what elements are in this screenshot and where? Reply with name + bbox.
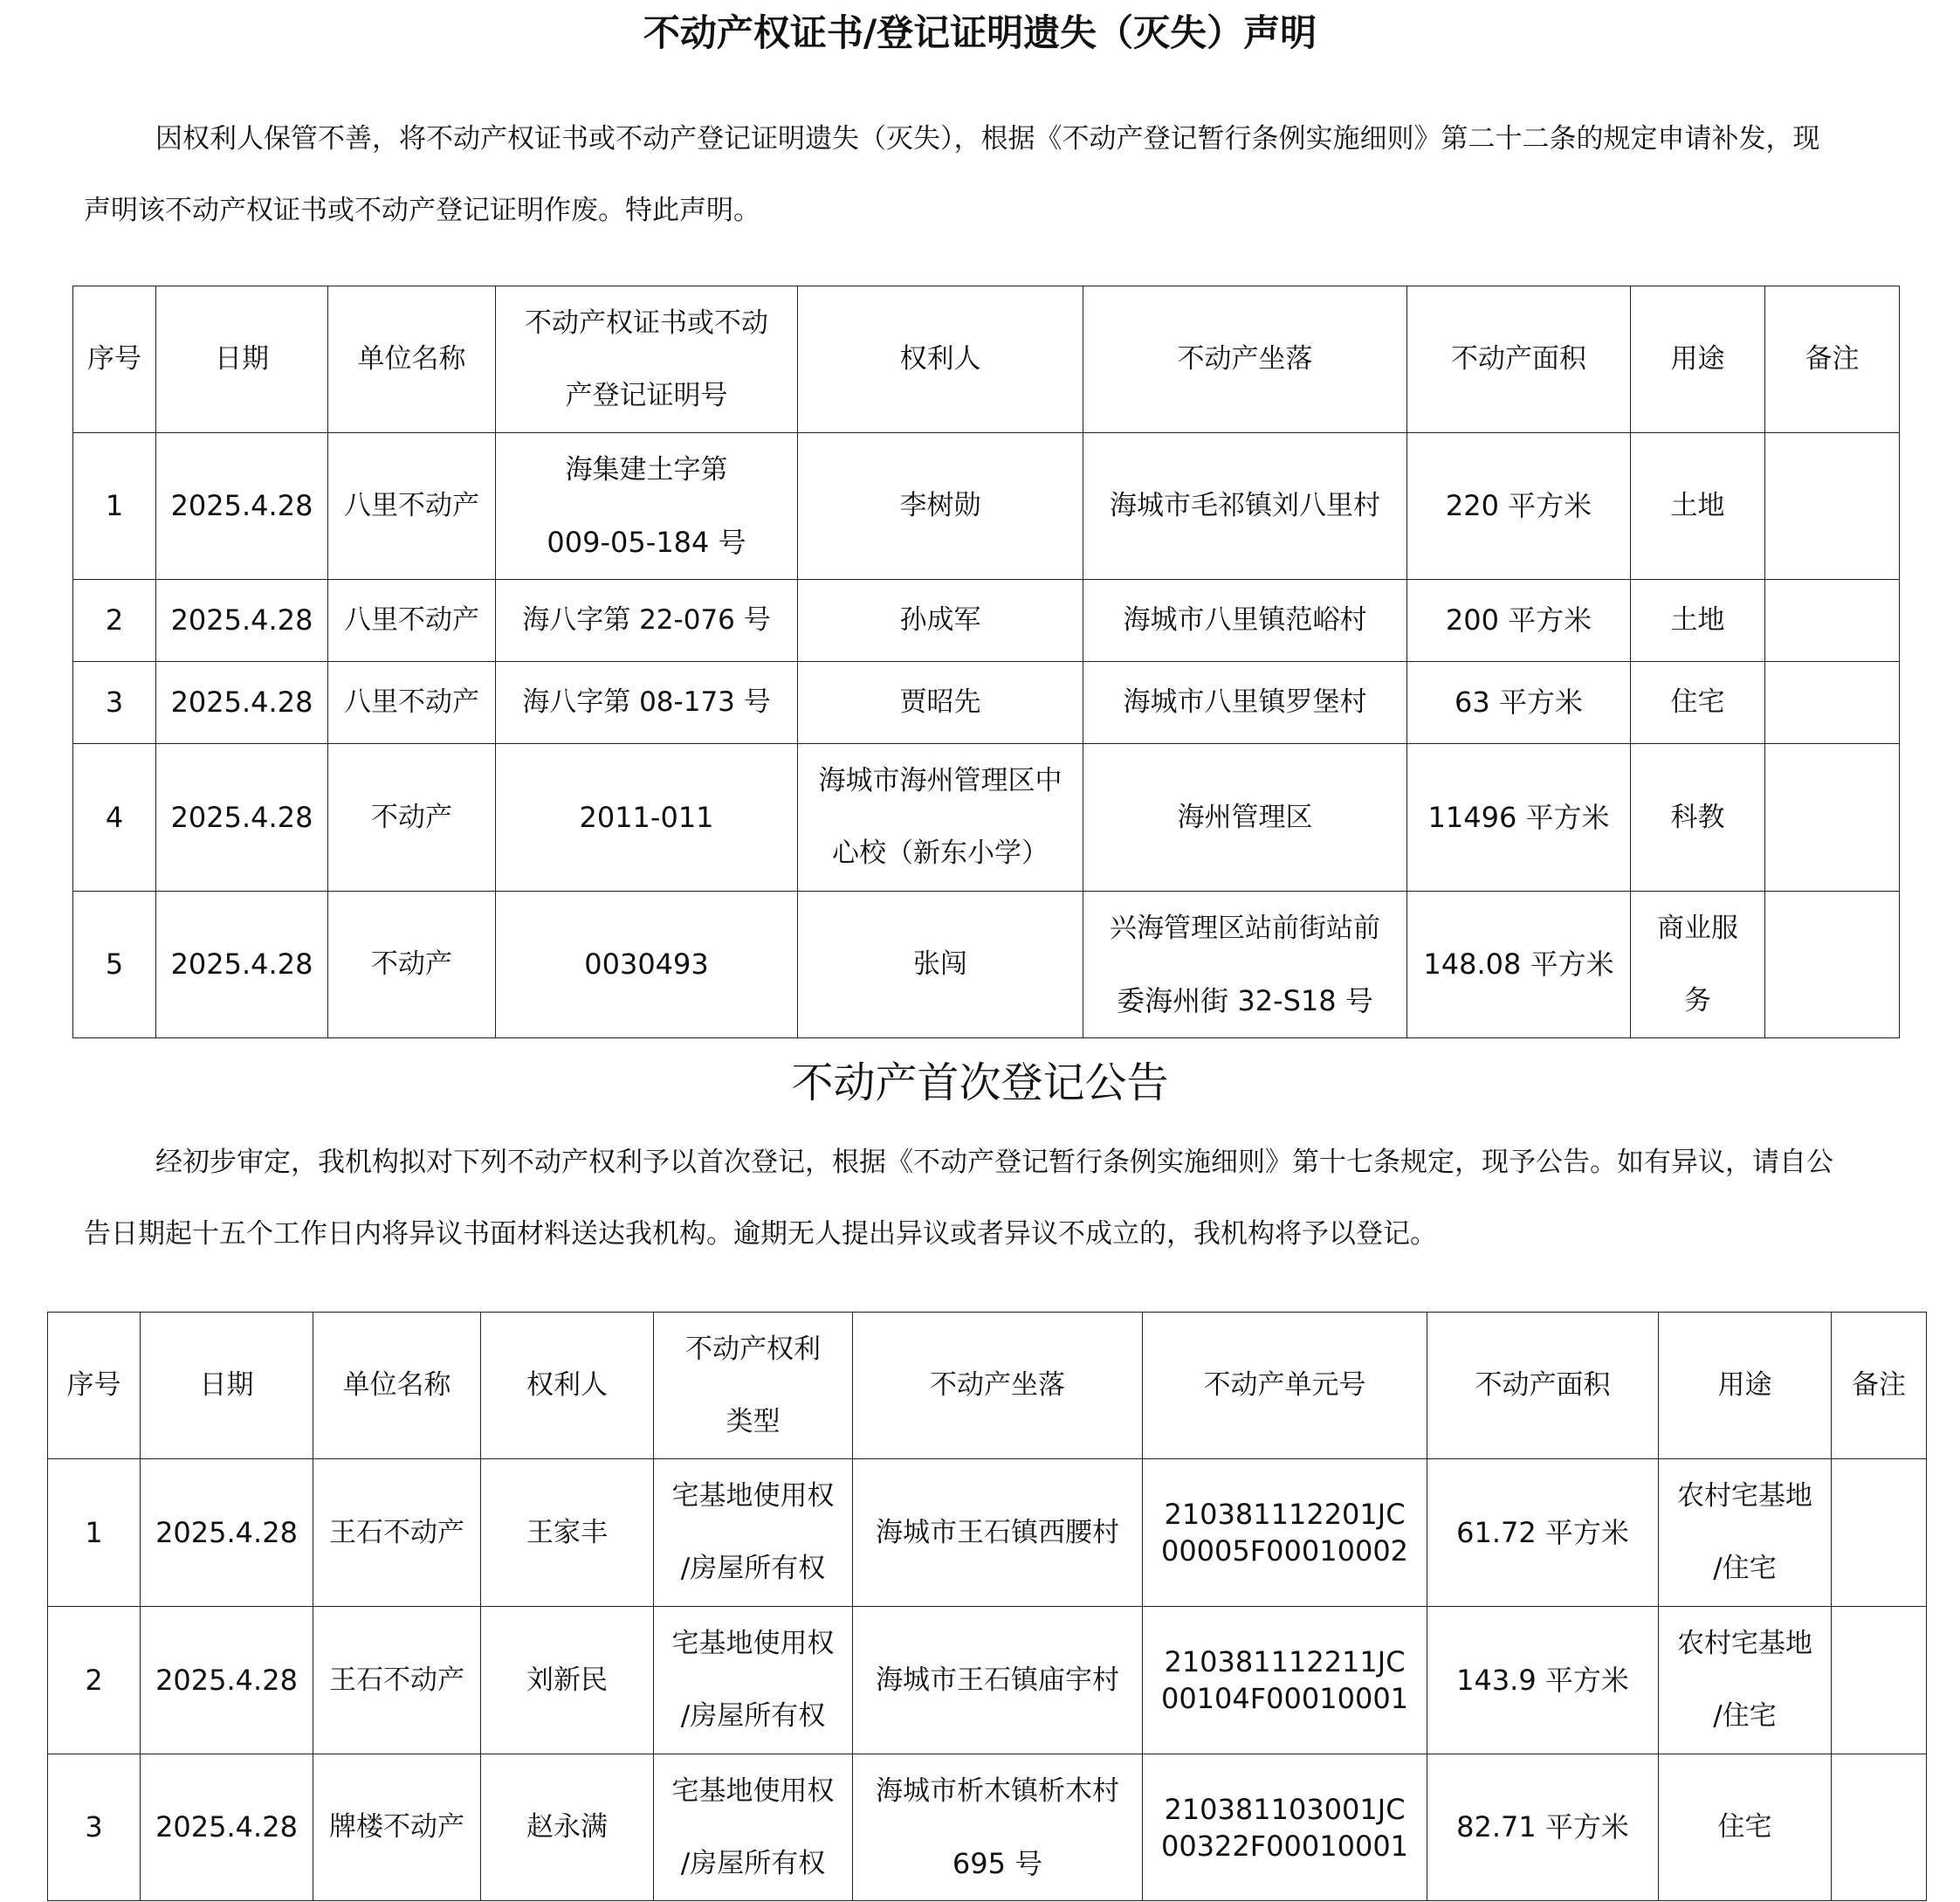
header-date: 日期 bbox=[141, 1313, 313, 1459]
cell-unit-no bbox=[1143, 1459, 1427, 1607]
cell-right-type-line1: 宅基地使用权 bbox=[671, 1480, 835, 1512]
table-row bbox=[48, 1754, 1927, 1901]
cell-note bbox=[1832, 1459, 1927, 1607]
cell-unit: 牌楼不动产 bbox=[313, 1754, 481, 1901]
table-header-row bbox=[73, 286, 1900, 433]
cell-use-line2: 务 bbox=[1684, 984, 1711, 1016]
cell-date: 2025.4.28 bbox=[156, 433, 328, 580]
header-seq: 序号 bbox=[73, 286, 156, 433]
first-registration-paragraph bbox=[84, 1127, 1900, 1270]
first-registration-line2: 告日期起十五个工作日内将异议书面材料送达我机构。逾期无人提出异议或者异议不成立的，我机构将予以登记。 bbox=[84, 1218, 1437, 1250]
table-row bbox=[73, 433, 1900, 580]
header-unit: 单位名称 bbox=[313, 1313, 481, 1459]
cell-use-line2: /住宅 bbox=[1713, 1553, 1777, 1584]
cell-cert-line2: 009-05-184 号 bbox=[547, 525, 746, 559]
cell-holder: 赵永满 bbox=[481, 1754, 654, 1901]
cell-right-type-line1: 宅基地使用权 bbox=[671, 1775, 835, 1807]
cell-use: 住宅 bbox=[1659, 1754, 1832, 1901]
header-date: 日期 bbox=[156, 286, 328, 433]
header-holder: 权利人 bbox=[798, 286, 1083, 433]
cell-use: 土地 bbox=[1631, 433, 1765, 580]
header-location: 不动产坐落 bbox=[1083, 286, 1407, 433]
header-unit-no: 不动产单元号 bbox=[1143, 1313, 1427, 1459]
cell-right-type-line1: 宅基地使用权 bbox=[671, 1628, 835, 1659]
header-use: 用途 bbox=[1631, 286, 1765, 433]
header-seq: 序号 bbox=[48, 1313, 141, 1459]
header-use: 用途 bbox=[1659, 1313, 1832, 1459]
cell-area: 148.08 平方米 bbox=[1407, 892, 1631, 1038]
cell-location-line2: 委海州街 32-S18 号 bbox=[1117, 983, 1373, 1017]
cell-holder: 刘新民 bbox=[481, 1607, 654, 1754]
cell-holder: 李树勋 bbox=[798, 433, 1083, 580]
cell-cert-line1: 海集建土字第 bbox=[565, 453, 728, 486]
cell-cert: 海八字第 22-076 号 bbox=[496, 580, 798, 662]
cell-seq: 4 bbox=[73, 744, 156, 892]
cell-unit-no-line2: 00322F00010001 bbox=[1160, 1829, 1409, 1863]
cell-date: 2025.4.28 bbox=[141, 1459, 313, 1607]
cell-unit-no-line2: 00104F00010001 bbox=[1160, 1682, 1409, 1715]
table-row bbox=[73, 744, 1900, 892]
cell-date: 2025.4.28 bbox=[156, 662, 328, 744]
cell-cert: 2011-011 bbox=[496, 744, 798, 892]
cell-location-line2: 695 号 bbox=[952, 1846, 1043, 1880]
cell-location bbox=[1083, 892, 1407, 1038]
cell-date: 2025.4.28 bbox=[141, 1754, 313, 1901]
cell-cert bbox=[496, 433, 798, 580]
cell-right-type-line2: /房屋所有权 bbox=[680, 1847, 826, 1879]
cell-unit-no-line2: 00005F00010002 bbox=[1160, 1534, 1409, 1568]
cell-note bbox=[1765, 744, 1900, 892]
header-area: 不动产面积 bbox=[1407, 286, 1631, 433]
cell-date: 2025.4.28 bbox=[156, 744, 328, 892]
cell-note bbox=[1765, 892, 1900, 1038]
cell-area: 82.71 平方米 bbox=[1427, 1754, 1659, 1901]
cell-date: 2025.4.28 bbox=[156, 892, 328, 1038]
cell-unit-no-line1: 210381112201JC bbox=[1164, 1498, 1406, 1531]
header-location: 不动产坐落 bbox=[853, 1313, 1143, 1459]
header-note: 备注 bbox=[1765, 286, 1900, 433]
loss-notice-paragraph bbox=[84, 103, 1900, 246]
cell-seq: 1 bbox=[73, 433, 156, 580]
header-right-type-line2: 类型 bbox=[726, 1405, 781, 1437]
cell-holder-line2: 心校（新东小学） bbox=[832, 837, 1049, 869]
cell-right-type bbox=[654, 1754, 853, 1901]
table-row bbox=[73, 580, 1900, 662]
cell-use-line2: /住宅 bbox=[1713, 1700, 1777, 1732]
cell-holder: 王家丰 bbox=[481, 1459, 654, 1607]
cell-use-line1: 商业服 bbox=[1657, 912, 1738, 944]
cell-unit-no-line1: 210381112211JC bbox=[1164, 1645, 1406, 1678]
cell-date: 2025.4.28 bbox=[156, 580, 328, 662]
cell-location: 海城市八里镇范峪村 bbox=[1083, 580, 1407, 662]
cell-use bbox=[1659, 1459, 1832, 1607]
header-unit: 单位名称 bbox=[328, 286, 496, 433]
cell-area: 143.9 平方米 bbox=[1427, 1607, 1659, 1754]
first-registration-line1: 经初步审定，我机构拟对下列不动产权利予以首次登记，根据《不动产登记暂行条例实施细则》第十七条规定，现予公告。如有异议，请自公 bbox=[155, 1147, 1833, 1178]
cell-use-line1: 农村宅基地 bbox=[1677, 1628, 1812, 1659]
cell-location: 海城市八里镇罗堡村 bbox=[1083, 662, 1407, 744]
table-row bbox=[73, 662, 1900, 744]
cell-right-type-line2: /房屋所有权 bbox=[680, 1553, 826, 1584]
cell-location: 海城市王石镇庙宇村 bbox=[853, 1607, 1143, 1754]
cell-note bbox=[1765, 662, 1900, 744]
cell-holder: 张闯 bbox=[798, 892, 1083, 1038]
cell-note bbox=[1765, 580, 1900, 662]
cell-location: 海城市王石镇西腰村 bbox=[853, 1459, 1143, 1607]
first-registration-title: 不动产首次登记公告 bbox=[791, 1058, 1169, 1107]
table-row bbox=[48, 1607, 1927, 1754]
cell-location-line1: 海城市析木镇析木村 bbox=[876, 1775, 1119, 1807]
cell-seq: 1 bbox=[48, 1459, 141, 1607]
header-cert-line1: 不动产权证书或不动 bbox=[525, 307, 768, 339]
cell-holder: 孙成军 bbox=[798, 580, 1083, 662]
cell-seq: 3 bbox=[48, 1754, 141, 1901]
cell-note bbox=[1832, 1607, 1927, 1754]
cell-right-type bbox=[654, 1607, 853, 1754]
cell-unit: 不动产 bbox=[328, 744, 496, 892]
cell-unit-no bbox=[1143, 1607, 1427, 1754]
table-header-row bbox=[48, 1313, 1927, 1459]
cell-use bbox=[1659, 1607, 1832, 1754]
cell-seq: 3 bbox=[73, 662, 156, 744]
cell-date: 2025.4.28 bbox=[141, 1607, 313, 1754]
cell-holder-line1: 海城市海州管理区中 bbox=[818, 765, 1063, 796]
cell-unit: 王石不动产 bbox=[313, 1607, 481, 1754]
cell-location bbox=[853, 1754, 1143, 1901]
cell-seq: 2 bbox=[48, 1607, 141, 1754]
cell-use-line1: 农村宅基地 bbox=[1677, 1480, 1812, 1512]
cell-holder bbox=[798, 744, 1083, 892]
cell-unit: 八里不动产 bbox=[328, 433, 496, 580]
cell-use: 住宅 bbox=[1631, 662, 1765, 744]
header-area: 不动产面积 bbox=[1427, 1313, 1659, 1459]
cell-location: 海城市毛祁镇刘八里村 bbox=[1083, 433, 1407, 580]
cell-unit-no bbox=[1143, 1754, 1427, 1901]
cell-cert: 0030493 bbox=[496, 892, 798, 1038]
loss-notice-line1: 因权利人保管不善，将不动产权证书或不动产登记证明遗失（灭失），根据《不动产登记暂行条例实施细则》第二十二条的规定申请补发，现 bbox=[155, 123, 1820, 155]
cell-right-type-line2: /房屋所有权 bbox=[680, 1700, 826, 1732]
table-row bbox=[48, 1459, 1927, 1607]
cell-location: 海州管理区 bbox=[1083, 744, 1407, 892]
cell-unit: 不动产 bbox=[328, 892, 496, 1038]
cell-note bbox=[1832, 1754, 1927, 1901]
header-cert-line2: 产登记证明号 bbox=[565, 379, 728, 411]
header-holder: 权利人 bbox=[481, 1313, 654, 1459]
cell-area: 61.72 平方米 bbox=[1427, 1459, 1659, 1607]
first-registration-table bbox=[47, 1312, 1927, 1901]
table-row bbox=[73, 892, 1900, 1038]
cell-area: 200 平方米 bbox=[1407, 580, 1631, 662]
cell-right-type bbox=[654, 1459, 853, 1607]
loss-notice-line2: 声明该不动产权证书或不动产登记证明作废。特此声明。 bbox=[84, 195, 760, 226]
cell-note bbox=[1765, 433, 1900, 580]
header-cert bbox=[496, 286, 798, 433]
cell-area: 11496 平方米 bbox=[1407, 744, 1631, 892]
cell-cert: 海八字第 08-173 号 bbox=[496, 662, 798, 744]
cell-area: 220 平方米 bbox=[1407, 433, 1631, 580]
cell-use: 土地 bbox=[1631, 580, 1765, 662]
cell-holder: 贾昭先 bbox=[798, 662, 1083, 744]
cell-use bbox=[1631, 892, 1765, 1038]
cell-area: 63 平方米 bbox=[1407, 662, 1631, 744]
cell-location-line1: 兴海管理区站前街站前 bbox=[1110, 912, 1380, 944]
cell-seq: 5 bbox=[73, 892, 156, 1038]
loss-notice-table bbox=[72, 286, 1900, 1038]
cell-use: 科教 bbox=[1631, 744, 1765, 892]
loss-notice-title: 不动产权证书/登记证明遗失（灭失）声明 bbox=[643, 11, 1317, 54]
cell-unit: 王石不动产 bbox=[313, 1459, 481, 1607]
header-right-type bbox=[654, 1313, 853, 1459]
cell-unit: 八里不动产 bbox=[328, 580, 496, 662]
cell-unit-no-line1: 210381103001JC bbox=[1164, 1792, 1406, 1826]
cell-unit: 八里不动产 bbox=[328, 662, 496, 744]
header-right-type-line1: 不动产权利 bbox=[685, 1333, 821, 1365]
header-note: 备注 bbox=[1832, 1313, 1927, 1459]
cell-seq: 2 bbox=[73, 580, 156, 662]
